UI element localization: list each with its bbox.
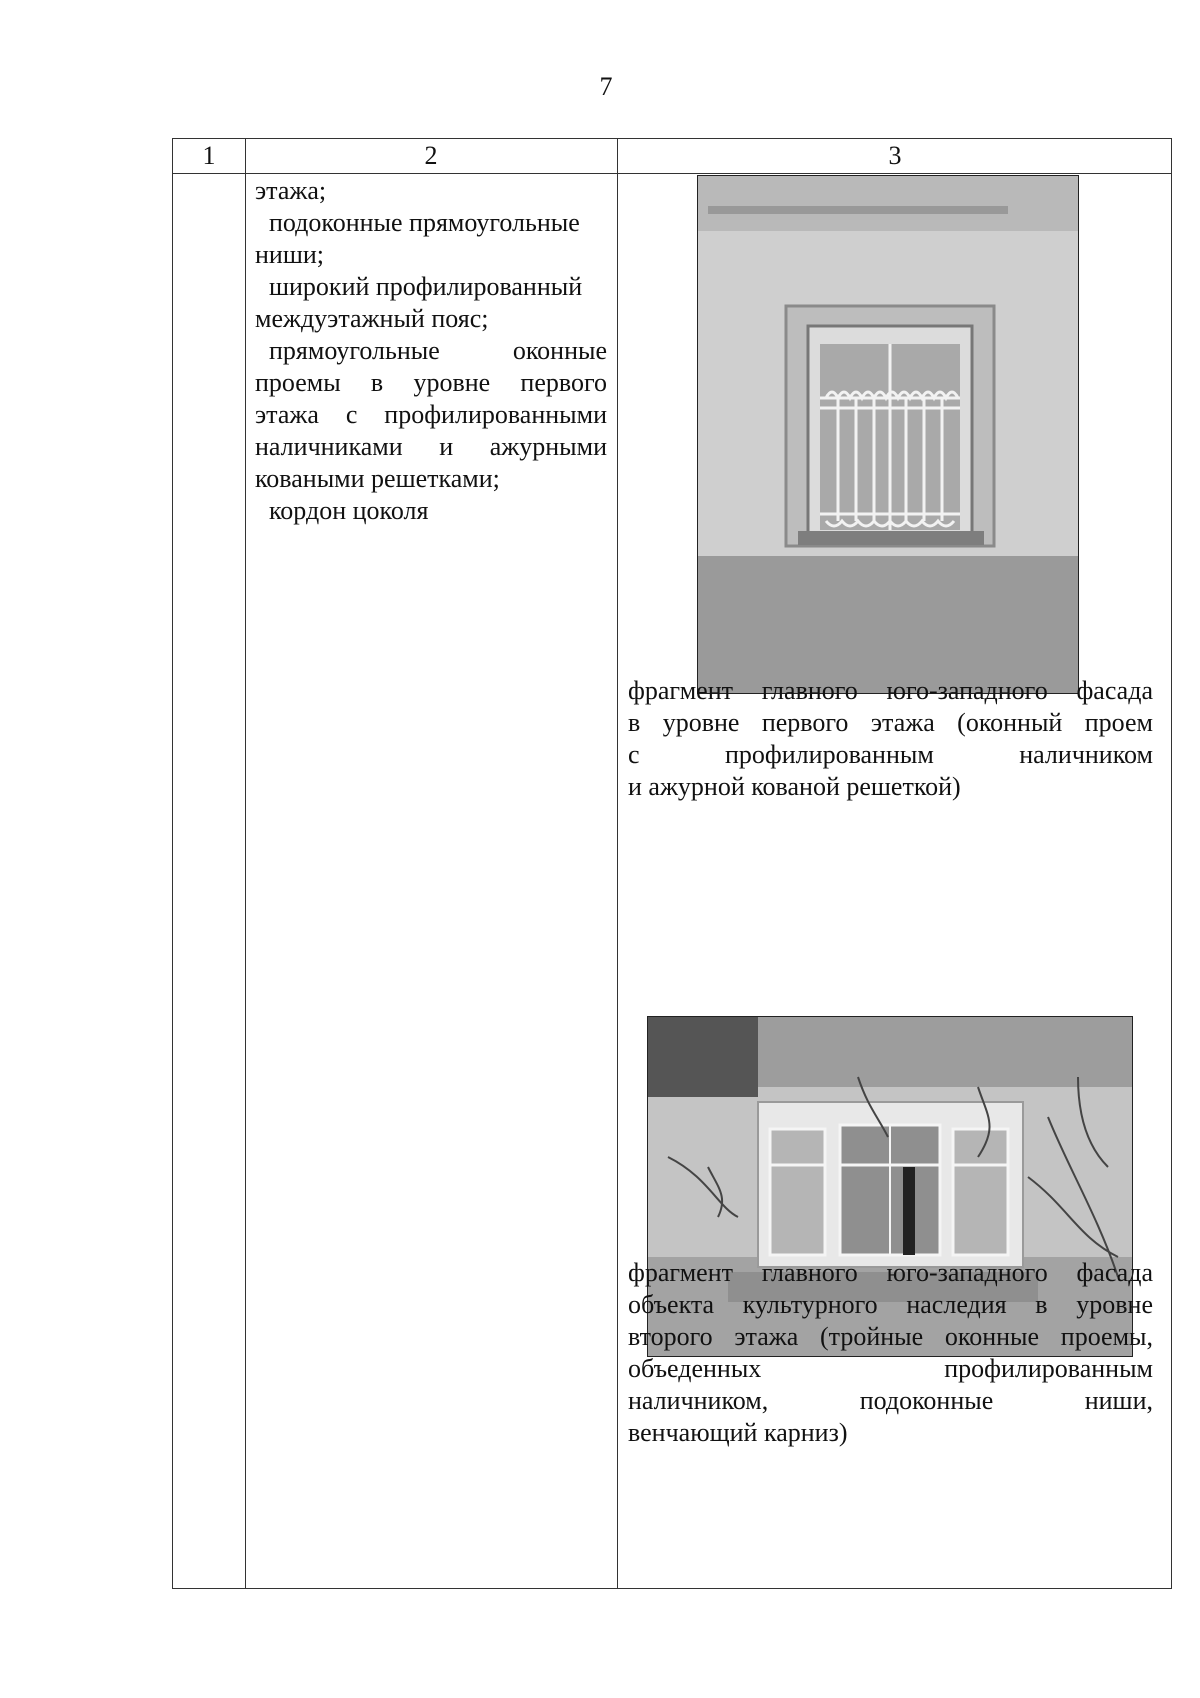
caption-line: второго этажа (тройные оконные проемы, <box>628 1322 1153 1351</box>
feature-line: этажа; <box>255 176 327 205</box>
caption-line: с профилированным наличником <box>628 740 1153 769</box>
feature-line: проемы в уровне первого <box>255 368 607 397</box>
feature-line: наличниками и ажурными <box>255 432 607 461</box>
page-number: 7 <box>599 72 613 101</box>
feature-line: подоконные прямоугольные <box>269 208 580 237</box>
caption-line: фрагмент главного юго-западного фасада <box>628 676 1153 705</box>
window-with-grille-image <box>698 176 1078 693</box>
header-divider <box>173 173 1171 174</box>
feature-line: этажа с профилированными <box>255 400 607 429</box>
feature-line: ниши; <box>255 240 324 269</box>
caption-line: венчающий карниз) <box>628 1418 848 1447</box>
feature-line: широкий профилированный <box>269 272 583 301</box>
caption-line: наличником, подоконные ниши, <box>628 1386 1153 1415</box>
column-divider <box>245 139 246 1588</box>
feature-line: прямоугольные оконные <box>269 336 607 365</box>
feature-line: кордон цоколя <box>269 496 429 525</box>
feature-line: коваными решетками; <box>255 464 500 493</box>
caption-second-floor <box>628 1257 1153 1449</box>
features-description <box>255 175 607 527</box>
column-divider <box>617 139 618 1588</box>
header-col-1: 1 <box>202 141 216 170</box>
caption-line: фрагмент главного юго-западного фасада <box>628 1258 1153 1287</box>
header-col-2: 2 <box>424 141 438 170</box>
caption-line: объекта культурного наследия в уровне <box>628 1290 1153 1319</box>
feature-line: междуэтажный пояс; <box>255 304 489 333</box>
window-with-grille-photo <box>697 175 1079 694</box>
caption-line: и ажурной кованой решеткой) <box>628 772 961 801</box>
caption-first-floor <box>628 675 1153 803</box>
caption-line: объеденных профилированным <box>628 1354 1153 1383</box>
caption-line: в уровне первого этажа (оконный проем <box>628 708 1153 737</box>
header-col-3: 3 <box>888 141 902 170</box>
heritage-table <box>172 138 1172 1589</box>
